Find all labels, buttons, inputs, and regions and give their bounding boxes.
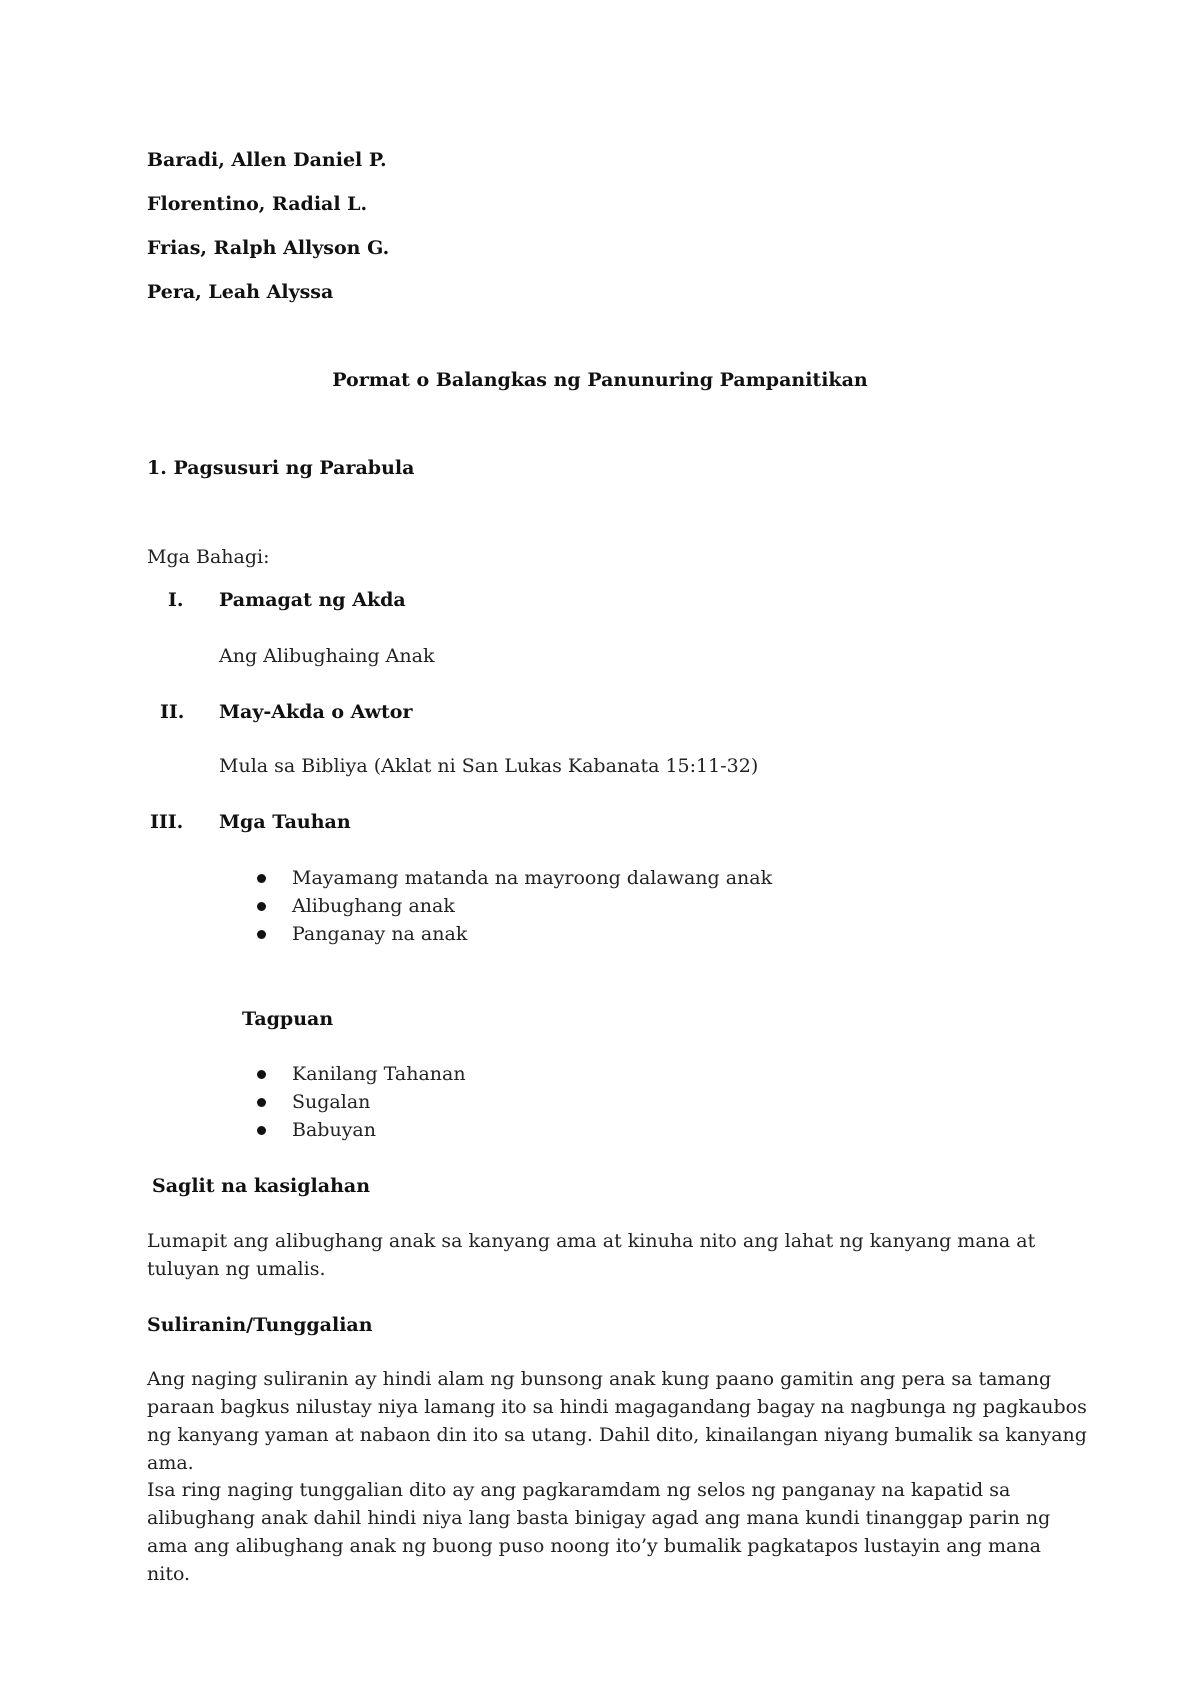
list-item [255,864,772,892]
section-heading: 1. Pagsusuri ng Parabula [147,457,415,479]
bullet-icon [257,874,266,883]
list-item [255,1088,466,1116]
outline-content-2: Mula sa Bibliya (Aklat ni San Lukas Kabanata 15:11-32) [219,755,759,777]
suliranin-heading: Suliranin/Tunggalian [147,1314,373,1336]
outline-heading-2: May-Akda o Awtor [219,701,413,723]
list-item [255,920,772,948]
list-item [255,1116,466,1144]
author-name-2: Florentino, Radial L. [147,193,368,215]
bullet-icon [257,902,266,911]
suliranin-paragraph-1: Ang naging suliranin ay hindi alam ng bunsong anak kung paano gamitin ang pera sa tamang paraan bagkus nilustay niya lamang ito sa hindi magagandang bagay na nagbunga ng pagkaubos ng kanyang yaman at nabaon din ito sa utang. Dahil dito, kinailangan niyang bumalik sa kanyang ama. [147,1368,1087,1474]
tagpuan-list [255,1060,466,1144]
list-item [255,1060,466,1088]
outline-numeral-2: II. [160,701,185,723]
bullet-icon [257,1070,266,1079]
outline-content-1: Ang Alibughaing Anak [219,645,435,667]
list-item-text: Babuyan [292,1119,376,1141]
list-item-text: Kanilang Tahanan [292,1063,466,1085]
list-item-text: Alibughang anak [292,895,455,917]
list-item-text: Sugalan [292,1091,371,1113]
saglit-heading: Saglit na kasiglahan [152,1175,371,1197]
outline-numeral-1: I. [168,589,184,611]
bullet-icon [257,1098,266,1107]
saglit-paragraph: Lumapit ang alibughang anak sa kanyang ama at kinuha nito ang lahat ng kanyang mana at tuluyan ng umalis. [147,1230,1036,1280]
author-name-4: Pera, Leah Alyssa [147,281,334,303]
tagpuan-heading: Tagpuan [242,1008,334,1030]
suliranin-paragraph-2: Isa ring naging tunggalian dito ay ang pagkaramdam ng selos ng panganay na kapatid sa alibughang anak dahil hindi niya lang basta binigay agad ang mana kundi tinanggap parin ng ama ang alibughang anak ng buong puso noong ito’y bumalik pagkatapos lustayin ang mana nito. [147,1479,1051,1585]
list-item-text: Mayamang matanda na mayroong dalawang anak [292,867,773,889]
outline-heading-1: Pamagat ng Akda [219,589,406,611]
tauhan-list [255,864,772,948]
bullet-icon [257,930,266,939]
author-name-3: Frias, Ralph Allyson G. [147,237,390,259]
author-name-1: Baradi, Allen Daniel P. [147,149,387,171]
outline-heading-3: Mga Tauhan [219,811,351,833]
bullet-icon [257,1126,266,1135]
list-item-text: Panganay na anak [292,923,468,945]
parts-label: Mga Bahagi: [147,546,270,568]
list-item [255,892,772,920]
outline-numeral-3: III. [150,811,184,833]
document-title: Pormat o Balangkas ng Panunuring Pampanitikan [332,369,868,391]
